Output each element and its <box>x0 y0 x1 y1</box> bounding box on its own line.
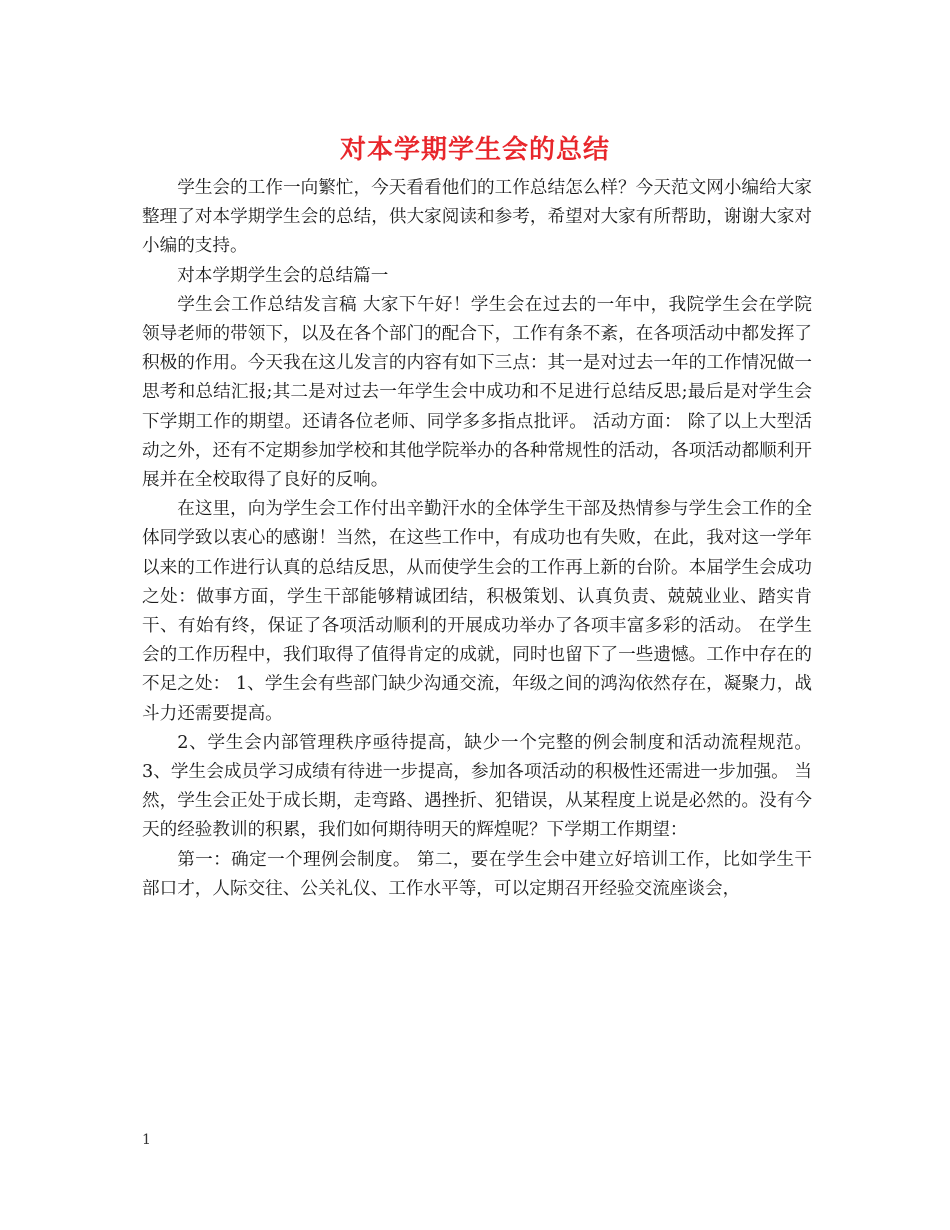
page-number: 1 <box>142 1132 151 1148</box>
document-body <box>142 174 812 904</box>
paragraph-thanks: 在这里，向为学生会工作付出辛勤汗水的全体学生干部及热情参与学生会工作的全体同学致以衷心的感谢！当然，在这些工作中，有成功也有失败，在此，我对这一学年以来的工作进行认真的总结反思，从而使学生会的工作再上新的台阶。本届学生会成功之处：做事方面，学生干部能够精诚团结，积极策划、认真负责、兢兢业业、踏实肯干、有始有终，保证了各项活动顺利的开展成功举办了各项丰富多彩的活动。 在学生会的工作历程中，我们取得了值得肯定的成就，同时也留下了一些遗憾。工作中存在的不足之处： 1、学生会有些部门缺少沟通交流，年级之间的鸿沟依然存在，凝聚力，战斗力还需要提高。 <box>142 499 812 724</box>
document-title: 对本学期学生会的总结 <box>339 135 610 165</box>
paragraph-intro: 学生会的工作一向繁忙，今天看看他们的工作总结怎么样？今天范文网小编给大家整理了对本学期学生会的总结，供大家阅读和参考，希望对大家有所帮助，谢谢大家对小编的支持。 <box>142 178 812 257</box>
paragraph-expectations: 第一：确定一个理例会制度。 第二，要在学生会中建立好培训工作，比如学生干部口才，人际交往、公关礼仪、工作水平等，可以定期召开经验交流座谈会， <box>142 849 812 899</box>
paragraph-shortcomings: 2、学生会内部管理秩序亟待提高，缺少一个完整的例会制度和活动流程规范。 3、学生会成员学习成绩有待进一步提高，参加各项活动的积极性还需进一步加强。 当然，学生会正处于成长期，走弯路、遇挫折、犯错误，从某程度上说是必然的。没有今天的经验教训的积累，我们如何期待明天的辉煌呢？下学期工作期望： <box>142 732 812 841</box>
paragraph-speech: 学生会工作总结发言稿 大家下午好！学生会在过去的一年中，我院学生会在学院领导老师的带领下，以及在各个部门的配合下，工作有条不紊，在各项活动中都发挥了积极的作用。今天我在这儿发言的内容有如下三点：其一是对过去一年的工作情况做一思考和总结汇报;其二是对过去一年学生会中成功和不足进行总结反思;最后是对学生会下学期工作的期望。还请各位老师、同学多多指点批评。 活动方面： 除了以上大型活动之外，还有不定期参加学校和其他学院举办的各种常规性的活动，各项活动都顺利开展并在全校取得了良好的反响。 <box>142 294 812 491</box>
section-heading: 对本学期学生会的总结篇一 <box>177 265 389 286</box>
